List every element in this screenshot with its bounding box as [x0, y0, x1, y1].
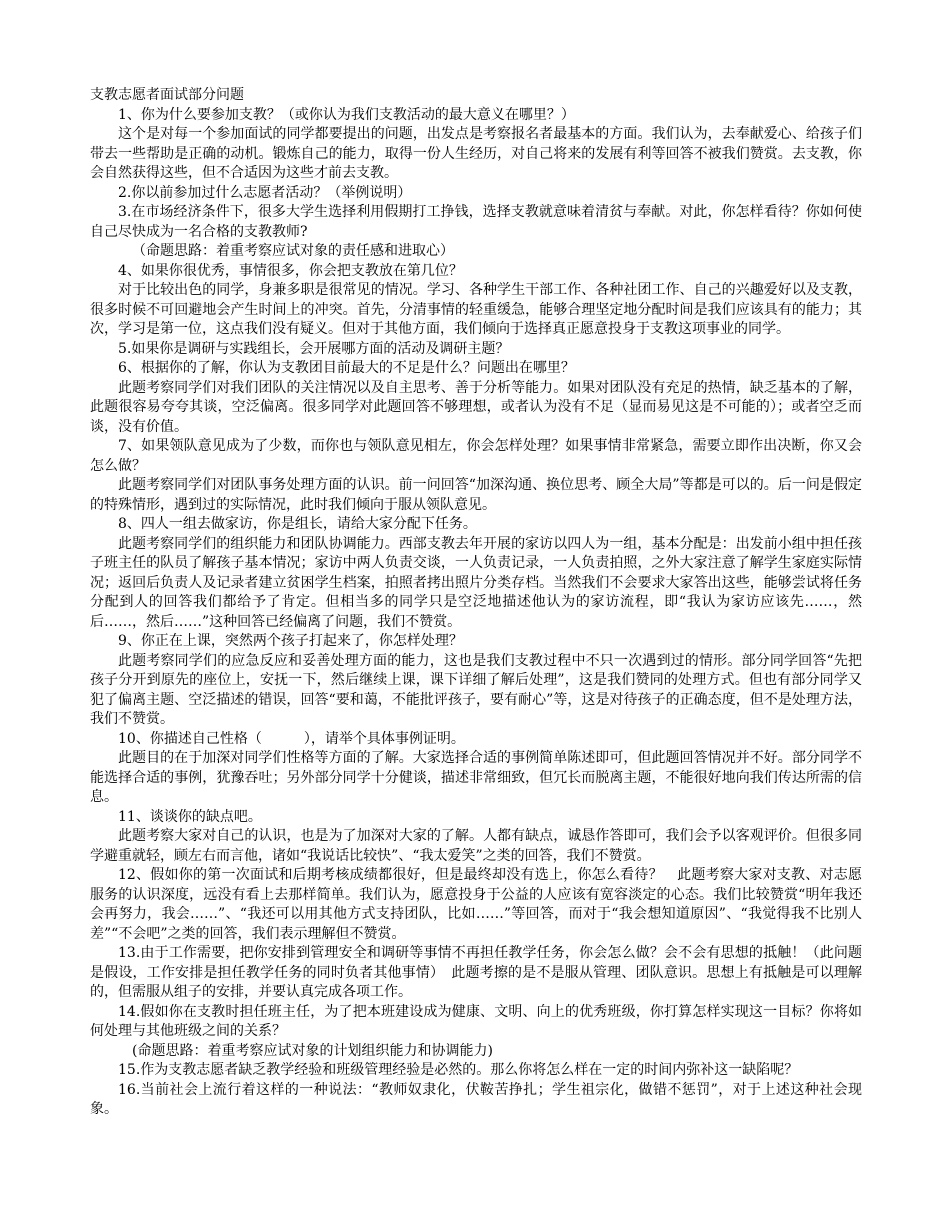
question-6: 6、根据你的了解，你认为支教团目前最大的不足是什么？问题出在哪里？: [118, 360, 575, 376]
answer-1: 这个是对每一个参加面试的同学都要提出的问题，出发点是考察报名者最基本的方面。我们认为，去奉献爱心、给孩子们带去一些帮助是正确的动机。锻炼自己的能力，取得一份人生经历，对自己将来的发展有利等回答不被我们赞赏。去支教，你会自然获得这些，但不合适因为这些才前去支教。: [90, 126, 862, 181]
answer-4: 对于比较出色的同学，身兼多职是很常见的情况。学习、各种学生干部工作、各种社团工作、自己的兴趣爱好以及支教，很多时候不可回避地会产生时间上的冲突。首先，分清事情的轻重缓急，能够合理坚定地分配时间是我们应该具有的能力；其次，学习是第一位，这点我们没有疑义。但对于其他方面，我们倾向于选择真正愿意投身于支教这项事业的同学。: [90, 282, 862, 337]
document-title: 支教志愿者面试部分问题: [90, 87, 244, 103]
note-3: （命题思路：着重考察应试对象的责任感和进取心）: [132, 243, 454, 259]
question-14: 14.假如你在支教时担任班主任，为了把本班建设成为健康、文明、向上的优秀班级，你打算怎样实现这一目标？你将如何处理与其他班级之间的关系？: [90, 1003, 862, 1039]
question-15: 15.作为支教志愿者缺乏教学经验和班级管理经验是必然的。那么你将怎么样在一定的时间内弥补这一缺陷呢？: [118, 1062, 799, 1078]
question-11: 11、谈谈你的缺点吧。: [118, 808, 262, 825]
answer-6: 此题考察同学们对我们团队的关注情况以及自主思考、善于分析等能力。如果对团队没有充足的热情，缺乏基本的了解，此题很容易夸夸其谈，空泛偏离。很多同学对此题回答不够理想，或者认为没有不足（显而易见这是不可能的）；或者空乏而谈，没有价值。: [90, 379, 862, 435]
question-12: 12、假如你的第一次面试和后期考核成绩都很好，但是最终却没有选上，你怎么看待？ 此题考察大家对支教、对志愿服务的认识深度，远没有看上去那样简单。我们认为，愿意投身于公益的人应该有宽容淡定的心态。我们比较赞赏“明年我还会再努力，我会……”、“我还可以用其他方式支持团队，比如……”等回答，而对于“我会想知道原因”、“我觉得我不比别人差”“不会吧”之类的回答，我们表示理解但不赞赏。: [90, 867, 862, 942]
answer-7: 此题考察同学们对团队事务处理方面的认识。前一问回答“加深沟通、换位思考、顾全大局”等都是可以的。后一问是假定的特殊情形，遇到过的实际情况，此时我们倾向于服从领队意见。: [90, 477, 862, 513]
question-7: 7、如果领队意见成为了少数，而你也与领队意见相左，你会怎样处理？如果事情非常紧急，需要立即作出决断，你又会怎么做？: [90, 438, 862, 474]
question-3: 3.在市场经济条件下，很多大学生选择利用假期打工挣钱，选择支教就意味着清贫与奉献。对此，你怎样看待？你如何使自己尽快成为一名合格的支教教师?: [90, 204, 862, 240]
answer-8: 此题考察同学们的组织能力和团队协调能力。西部支教去年开展的家访以四人为一组，基本分配是：出发前小组中担任孩子班主任的队员了解孩子基本情况；家访中两人负责交谈，一人负责记录，一人负责拍照，之外大家注意了解学生家庭实际情况；返回后负责人及记录者建立贫困学生档案，拍照者拷出照片分类存档。当然我们不会要求大家答出这些，能够尝试将任务分配到人的回答我们都给予了肯定。但相当多的同学只是空泛地描述他认为的家访流程，即“我认为家访应该先……，然后……，然后……”这种回答已经偏离了问题，我们不赞赏。: [90, 535, 862, 630]
answer-11: 此题考察大家对自己的认识，也是为了加深对大家的了解。人都有缺点，诚恳作答即可，我们会予以客观评价。但很多同学避重就轻，顾左右而言他，诸如“我说话比较快”、“我太爱笑”之类的回答，我们不赞赏。: [90, 828, 862, 864]
question-1: 1、你为什么要参加支教？（或你认为我们支教活动的最大意义在哪里？）: [118, 106, 575, 123]
question-8: 8、四人一组去做家访，你是组长，请给大家分配下任务。: [118, 516, 477, 532]
note-14: (命题思路：着重考察应试对象的计划组织能力和协调能力): [132, 1042, 493, 1059]
question-10: 10、你描述自己性格（ ），请举个具体事例证明。: [118, 730, 465, 747]
question-16: 16.当前社会上流行着这样的一种说法：“教师奴隶化，伏鞍苦挣扎；学生祖宗化，做错不惩罚”，对于上述这种社会现象。: [90, 1081, 862, 1117]
question-5: 5.如果你是调研与实践组长，会开展哪方面的活动及调研主题？: [118, 340, 510, 357]
question-9: 9、你正在上课，突然两个孩子打起来了，你怎样处理？: [118, 633, 463, 649]
question-4: 4、如果你很优秀，事情很多，你会把支教放在第几位？: [118, 262, 463, 279]
question-2: 2.你以前参加过什么志愿者活动？（举例说明）: [118, 184, 412, 201]
question-13: 13.由于工作需要，把你安排到管理安全和调研等事情不再担任教学任务，你会怎么做？会不会有思想的抵触！（此问题是假设，工作安排是担任教学任务的同时负者其他事情） 此题考擦的是不是服从管理、团队意识。思想上有抵触是可以理解的，但需服从组子的安排，并要认真完成各项工作。: [90, 945, 862, 1000]
answer-10: 此题目的在于加深对同学们性格等方面的了解。大家选择合适的事例简单陈述即可，但此题回答情况并不好。部分同学不能选择合适的事例，犹豫吞吐；另外部分同学十分健谈，描述非常细致，但冗长而脱离主题，不能很好地向我们传达所需的信息。: [90, 750, 862, 805]
answer-9: 此题考察同学们的应急反应和妥善处理方面的能力，这也是我们支教过程中不只一次遇到过的情形。部分同学回答“先把孩子分开到原先的座位上，安抚一下，然后继续上课，课下详细了解后处理”，这是我们赞同的处理方式。但也有部分同学又犯了偏离主题、空泛描述的错误，回答“要和蔼，不能批评孩子，要有耐心”等，这是对待孩子的正确态度，但不是处理方法，我们不赞赏。: [90, 652, 862, 727]
